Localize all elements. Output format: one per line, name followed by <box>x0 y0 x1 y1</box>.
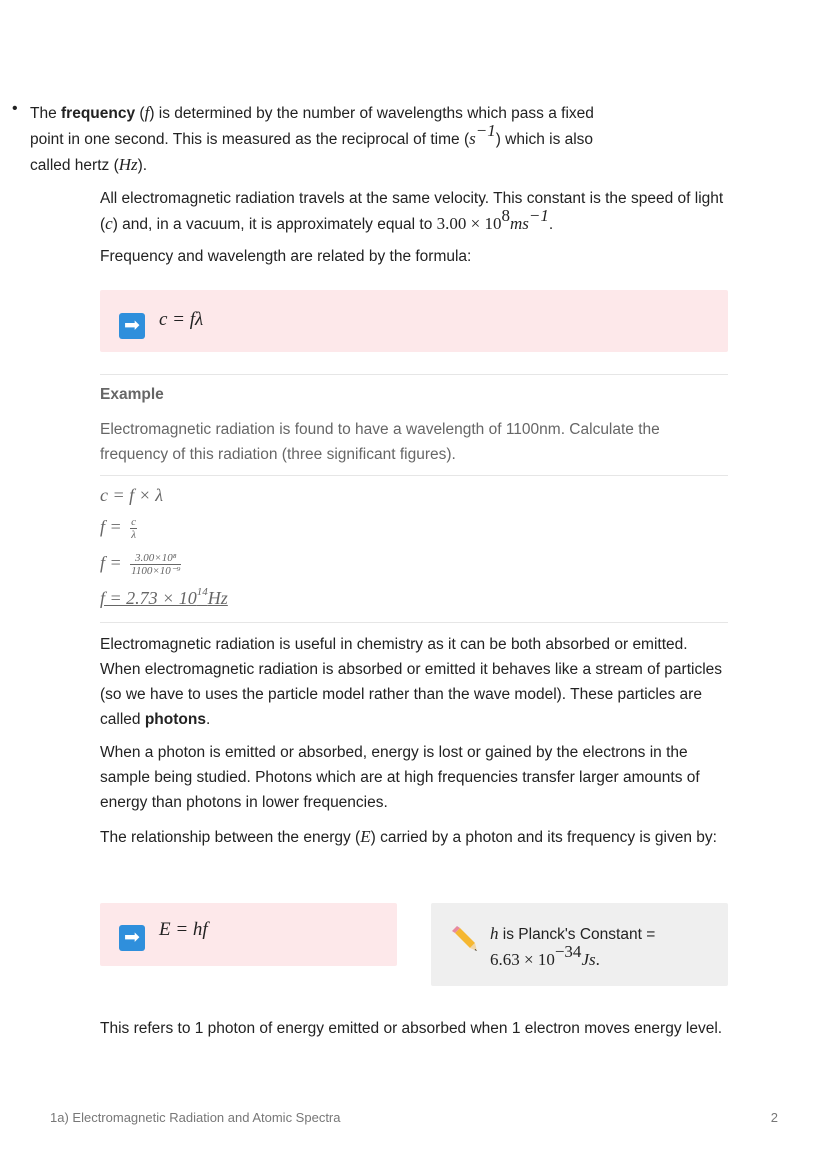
example-answer: $f = 2.73 \times 10^{14}Hz$ <box>100 586 228 608</box>
right-arrow-icon: ➡ <box>119 925 145 951</box>
divider <box>100 622 728 623</box>
photon-energy-paragraph: When a photon is emitted or absorbed, energy is lost or gained by the electrons in the sample being studied. Photons which are at high frequencies transfer larger amounts of energy than photons in lower frequencies. <box>100 744 700 811</box>
page-number: 2 <box>770 1110 778 1125</box>
planck-constant-note <box>431 903 728 986</box>
example-heading: Example <box>100 386 164 403</box>
energy-relationship-paragraph: The relationship between the energy (E) carried by a photon and its frequency is given by: <box>100 827 717 846</box>
divider <box>100 475 728 476</box>
bullet-dot: • <box>12 100 18 117</box>
divider <box>100 374 728 375</box>
energy-formula-box <box>100 903 397 966</box>
frequency-term: frequency <box>61 105 136 122</box>
planck-constant-text: h is Planck's Constant = $6.63 \times 10^{-34}Js$. <box>490 924 656 969</box>
photons-term: photons <box>144 711 206 728</box>
wave-formula-box <box>100 290 728 352</box>
pencil-icon <box>449 923 479 953</box>
example-step-2: f = $\frac{c}{\lambda}$ <box>100 516 137 541</box>
photons-paragraph: Electromagnetic radiation is useful in chemistry as it can be both absorbed or emitted. When electromagnetic radiation is absorbed or emitted it behaves like a stream of particles (so we have to uses the particle model rather than the wave model). These particles are called photons. <box>100 636 723 728</box>
formula-intro-paragraph: Frequency and wavelength are related by the formula: <box>100 248 472 265</box>
example-step-3: f = $\frac{\text{3.00×10⁸}}{\text{1100×10⁻⁹}}$ <box>100 552 181 577</box>
fraction: $\frac{c}{\lambda}$ <box>131 516 137 541</box>
fraction: $\frac{\text{3.00×10⁸}}{\text{1100×10⁻⁹}}$ <box>131 552 181 577</box>
footer-title: 1a) Electromagnetic Radiation and Atomic Spectra <box>50 1110 341 1125</box>
example-question: Electromagnetic radiation is found to have a wavelength of 1100nm. Calculate the frequency of this radiation (three significant figures). <box>100 421 660 463</box>
frequency-bullet <box>12 100 630 178</box>
frequency-bullet-text: The frequency (f) is determined by the number of wavelengths which pass a fixed point in one second. This is measured as the reciprocal of time $(s^{-1})$ which is also called hertz (Hz). <box>30 103 594 174</box>
wave-formula: c = fλ <box>159 309 204 330</box>
speed-of-light-paragraph: All electromagnetic radiation travels at the same velocity. This constant is the speed of light (c) and, in a vacuum, it is approximately equal to $3.00 \times 10^8ms^{-1}$. <box>100 190 724 233</box>
right-arrow-icon: ➡ <box>119 313 145 339</box>
energy-formula: E = hf <box>159 919 208 940</box>
photon-note-paragraph: This refers to 1 photon of energy emitted or absorbed when 1 electron moves energy level. <box>100 1020 723 1037</box>
example-step-1: c = f × λ <box>100 485 164 505</box>
